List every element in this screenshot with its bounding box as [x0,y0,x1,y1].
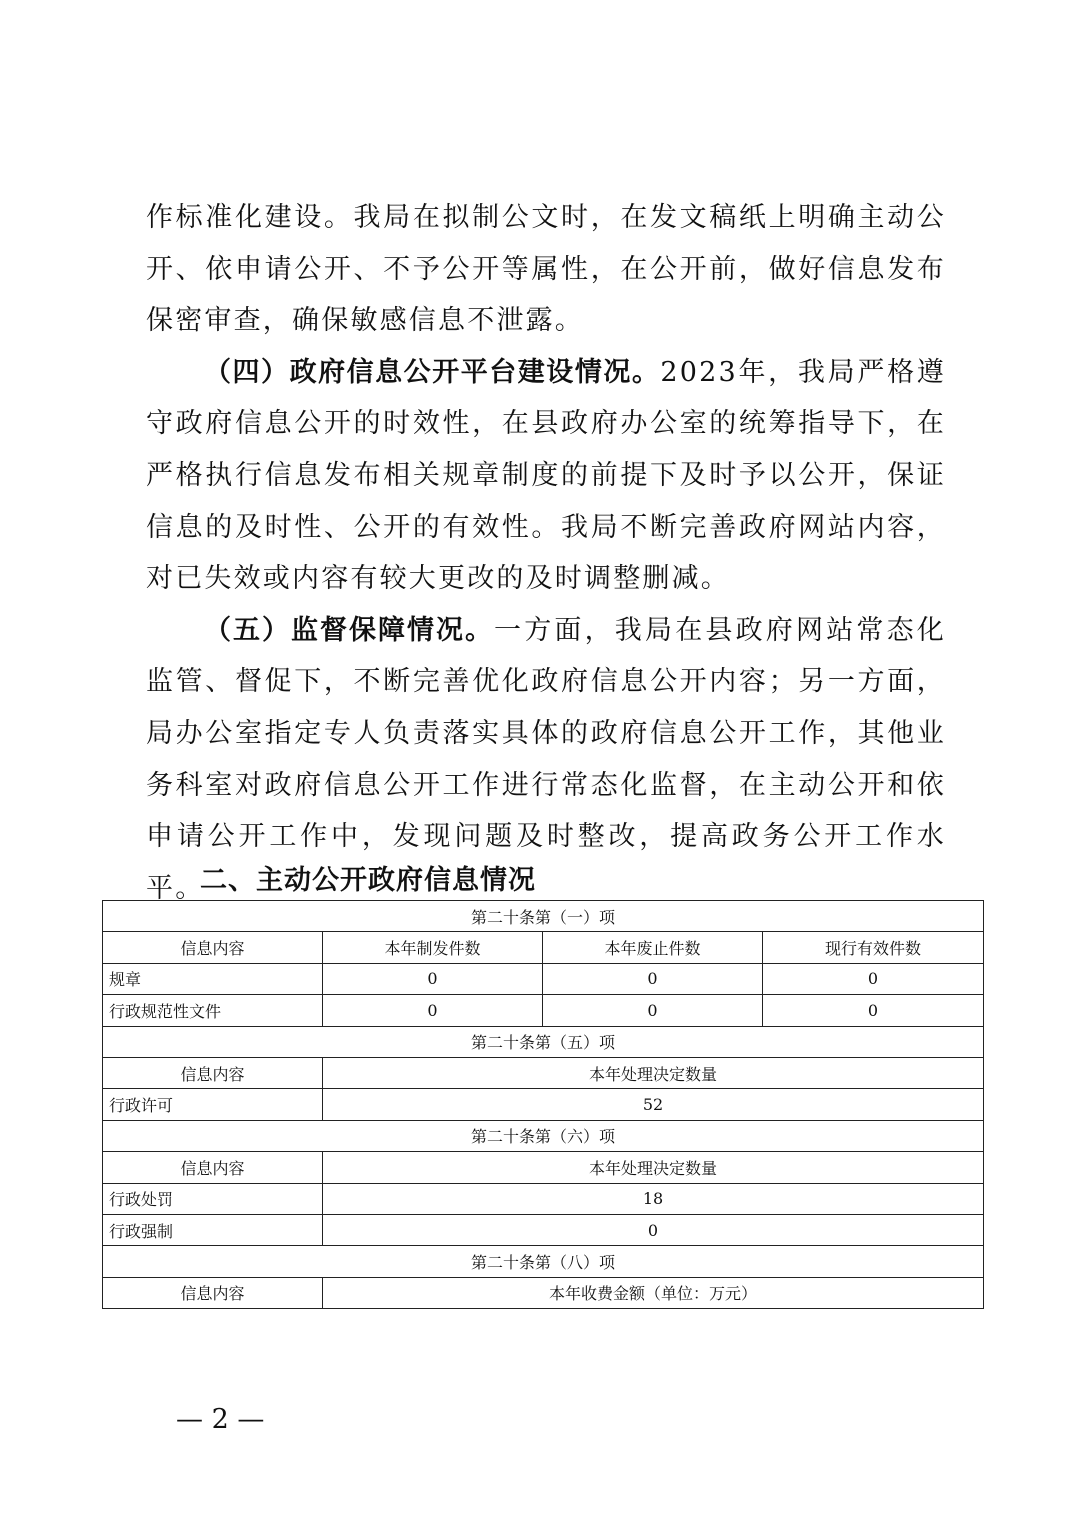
paragraph-3-text: 一方面，我局在县政府网站常态化监管、督促下，不断完善优化政府信息公开内容；另一方面，局办公室指定专人负责落实具体的政府信息公开工作，其他业务科室对政府信息公开工作进行常态化监督，在主动公开和依申请公开工作中，发现问题及时整改，提高政务公开工作水平。 [146,614,946,904]
table-header-cell: 信息内容 [103,932,323,963]
paragraph-1-text: 作标准化建设。我局在拟制公文时，在发文稿纸上明确主动公开、依申请公开、不予公开等属性，在公开前，做好信息发布保密审查，确保敏感信息不泄露。 [146,202,946,337]
table-row [103,1089,984,1120]
article-5-title: 第二十条第（五）项 [103,1026,984,1057]
table-row [103,1214,984,1245]
table-header-cell: 本年处理决定数量 [323,1057,984,1088]
table-header-cell: 本年制发件数 [323,932,543,963]
table-header-cell: 本年废止件数 [543,932,763,963]
paragraph-2-text: 2023年，我局严格遵守政府信息公开的时效性，在县政府办公室的统筹指导下，在严格执行信息发布相关规章制度的前提下及时予以公开，保证信息的及时性、公开的有效性。我局不断完善政府网站内容，对已失效或内容有较大更改的及时调整删减。 [146,356,946,595]
article-8-title: 第二十条第（八）项 [103,1246,984,1277]
section-heading: 二、主动公开政府信息情况 [200,865,536,896]
table-header-cell: 现行有效件数 [763,932,984,963]
table-header-cell: 本年收费金额（单位：万元） [323,1277,984,1308]
table-cell: 18 [323,1183,984,1214]
table-header-cell: 信息内容 [103,1057,323,1088]
paragraph-2-heading: （四）政府信息公开平台建设情况。 [204,356,661,388]
table-row [103,1183,984,1214]
table-cell: 0 [763,963,984,994]
table-header-cell: 本年处理决定数量 [323,1152,984,1183]
paragraph-3-heading: （五）监督保障情况。 [204,614,494,646]
paragraph-1 [146,192,946,347]
table-header-row [103,1057,984,1088]
table-section-title [103,1120,984,1151]
table-cell: 行政处罚 [103,1183,323,1214]
table-header-row [103,932,984,963]
page-number: — 2 — [176,1404,265,1435]
body-text [146,192,946,914]
table-cell: 规章 [103,963,323,994]
table-cell: 0 [323,995,543,1026]
disclosure-table [102,900,984,1309]
table-section-title [103,1026,984,1057]
table-cell: 行政强制 [103,1214,323,1245]
table-cell: 行政许可 [103,1089,323,1120]
article-1-title: 第二十条第（一）项 [103,901,984,932]
table-section-title [103,901,984,932]
table-cell: 行政规范性文件 [103,995,323,1026]
table-cell: 0 [543,995,763,1026]
table-section-title [103,1246,984,1277]
table-cell: 52 [323,1089,984,1120]
table-header-cell: 信息内容 [103,1277,323,1308]
table-row [103,963,984,994]
article-6-title: 第二十条第（六）项 [103,1120,984,1151]
table-header-cell: 信息内容 [103,1152,323,1183]
table-header-row [103,1277,984,1308]
table-cell: 0 [543,963,763,994]
table-cell: 0 [323,963,543,994]
table-row [103,995,984,1026]
paragraph-2 [146,347,946,605]
table-cell: 0 [323,1214,984,1245]
table-header-row [103,1152,984,1183]
table-cell: 0 [763,995,984,1026]
